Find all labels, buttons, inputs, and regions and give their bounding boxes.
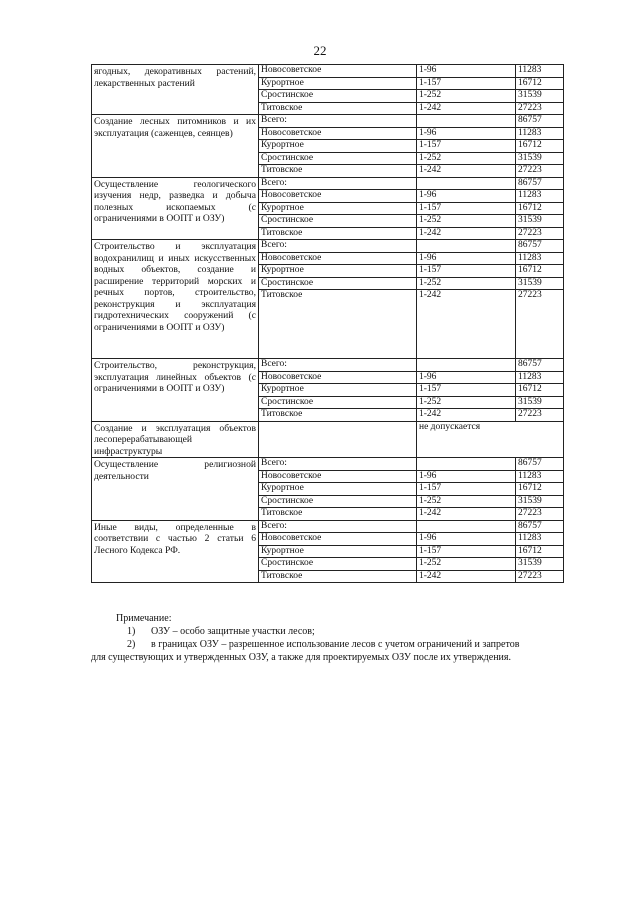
activity-cell: Иные виды, определенные в соответствии с частью 2 статьи 6 Лесного Кодекса РФ. (92, 520, 259, 583)
area-cell: 16712 (516, 483, 564, 496)
area-cell: 31539 (516, 90, 564, 103)
quarters-cell: 1-96 (417, 533, 516, 546)
forestry-cell: Новосоветское (259, 371, 417, 384)
area-cell: 27223 (516, 570, 564, 583)
forestry-cell: Сростинское (259, 152, 417, 165)
area-cell: 11283 (516, 533, 564, 546)
table-row-total (92, 115, 564, 128)
note-number: 1) (127, 626, 136, 637)
total-area-cell: 86757 (516, 520, 564, 533)
area-cell: 11283 (516, 470, 564, 483)
quarters-cell: 1-96 (417, 252, 516, 265)
forestry-cell: Титовское (259, 102, 417, 115)
quarters-cell: 1-96 (417, 470, 516, 483)
quarters-cell (417, 359, 516, 372)
quarters-cell (417, 115, 516, 128)
forestry-cell: Курортное (259, 545, 417, 558)
area-cell: 11283 (516, 65, 564, 78)
forestry-cell: Курортное (259, 483, 417, 496)
forest-use-table (91, 64, 564, 583)
area-cell: 31539 (516, 152, 564, 165)
activity-cell: Осуществление геологического изучения недр, разведка и добыча полезных ископаемых (с ограничениями в ООПТ и ОЗУ) (92, 177, 259, 240)
quarters-cell: 1-96 (417, 190, 516, 203)
total-label-cell: Всего: (259, 240, 417, 253)
total-label-cell: Всего: (259, 458, 417, 471)
table-row-total (92, 520, 564, 533)
quarters-cell: 1-252 (417, 396, 516, 409)
forestry-cell: Курортное (259, 202, 417, 215)
total-area-cell: 86757 (516, 115, 564, 128)
notes-title: Примечание: (116, 613, 172, 624)
quarters-cell: 1-96 (417, 65, 516, 78)
area-cell: 11283 (516, 252, 564, 265)
quarters-cell (417, 240, 516, 253)
forestry-cell: Новосоветское (259, 252, 417, 265)
forestry-cell: Сростинское (259, 396, 417, 409)
activity-cell: ягодных, декоративных растений, лекарственных растений (92, 65, 259, 115)
area-cell: 27223 (516, 102, 564, 115)
forestry-cell: Титовское (259, 570, 417, 583)
total-area-cell: 86757 (516, 240, 564, 253)
forestry-cell: Новосоветское (259, 190, 417, 203)
quarters-cell: 1-157 (417, 384, 516, 397)
forestry-cell: Курортное (259, 140, 417, 153)
total-label-cell: Всего: (259, 359, 417, 372)
area-cell: 11283 (516, 371, 564, 384)
quarters-cell: 1-252 (417, 495, 516, 508)
quarters-cell: 1-242 (417, 227, 516, 240)
forestry-cell: Титовское (259, 508, 417, 521)
forestry-cell (259, 421, 417, 458)
forestry-cell: Сростинское (259, 90, 417, 103)
area-cell: 16712 (516, 265, 564, 278)
quarters-cell: 1-242 (417, 165, 516, 178)
forestry-cell: Титовское (259, 227, 417, 240)
forestry-cell: Новосоветское (259, 65, 417, 78)
not-allowed-cell: не допускается (417, 421, 564, 458)
activity-cell: Осуществление религиозной деятельности (92, 458, 259, 521)
total-label-cell: Всего: (259, 177, 417, 190)
note-item-1 (91, 625, 563, 638)
quarters-cell: 1-242 (417, 102, 516, 115)
note-text: ОЗУ – особо защитные участки лесов; (151, 626, 315, 637)
activity-cell: Создание и эксплуатация объектов лесоперерабатывающей инфраструктуры (92, 421, 259, 458)
quarters-cell: 1-157 (417, 483, 516, 496)
area-cell: 31539 (516, 277, 564, 290)
forestry-cell: Новосоветское (259, 533, 417, 546)
quarters-cell: 1-242 (417, 290, 516, 359)
table-row (92, 421, 564, 458)
forestry-cell: Титовское (259, 290, 417, 359)
table-row-total (92, 240, 564, 253)
forestry-cell: Курортное (259, 77, 417, 90)
quarters-cell: 1-96 (417, 371, 516, 384)
forestry-cell: Титовское (259, 165, 417, 178)
area-cell: 16712 (516, 202, 564, 215)
quarters-cell: 1-252 (417, 90, 516, 103)
area-cell: 31539 (516, 558, 564, 571)
area-cell: 16712 (516, 545, 564, 558)
table-body (92, 65, 564, 583)
forestry-cell: Новосоветское (259, 470, 417, 483)
activity-cell: Строительство, реконструкция, эксплуатация линейных объектов (с ограничениями в ООПТ и ОЗУ) (92, 359, 259, 422)
quarters-cell: 1-242 (417, 409, 516, 422)
notes-section (91, 612, 563, 664)
area-cell: 27223 (516, 508, 564, 521)
area-cell: 27223 (516, 165, 564, 178)
area-cell: 27223 (516, 409, 564, 422)
total-label-cell: Всего: (259, 115, 417, 128)
quarters-cell: 1-157 (417, 265, 516, 278)
forestry-cell: Курортное (259, 265, 417, 278)
area-cell: 27223 (516, 290, 564, 359)
table-row-total (92, 177, 564, 190)
quarters-cell: 1-252 (417, 152, 516, 165)
note-text: в границах ОЗУ – разрешенное использование лесов с учетом ограничений и запретов (151, 639, 520, 650)
forestry-cell: Сростинское (259, 495, 417, 508)
quarters-cell: 1-242 (417, 570, 516, 583)
table-row (92, 65, 564, 78)
forestry-cell: Сростинское (259, 277, 417, 290)
table-row-total (92, 458, 564, 471)
area-cell: 16712 (516, 384, 564, 397)
forestry-cell: Новосоветское (259, 127, 417, 140)
quarters-cell: 1-96 (417, 127, 516, 140)
total-area-cell: 86757 (516, 458, 564, 471)
total-area-cell: 86757 (516, 359, 564, 372)
quarters-cell: 1-157 (417, 202, 516, 215)
total-area-cell: 86757 (516, 177, 564, 190)
forestry-cell: Курортное (259, 384, 417, 397)
quarters-cell: 1-242 (417, 508, 516, 521)
area-cell: 16712 (516, 77, 564, 90)
area-cell: 31539 (516, 215, 564, 228)
area-cell: 27223 (516, 227, 564, 240)
forestry-cell: Сростинское (259, 558, 417, 571)
quarters-cell: 1-157 (417, 140, 516, 153)
forestry-cell: Титовское (259, 409, 417, 422)
quarters-cell: 1-157 (417, 545, 516, 558)
total-label-cell: Всего: (259, 520, 417, 533)
quarters-cell: 1-157 (417, 77, 516, 90)
quarters-cell (417, 177, 516, 190)
quarters-cell: 1-252 (417, 558, 516, 571)
quarters-cell: 1-252 (417, 215, 516, 228)
quarters-cell (417, 458, 516, 471)
area-cell: 11283 (516, 127, 564, 140)
table-row-total (92, 359, 564, 372)
note-continuation: для существующих и утвержденных ОЗУ, а также для проектируемых ОЗУ после их утверждения. (91, 652, 511, 663)
area-cell: 11283 (516, 190, 564, 203)
quarters-cell: 1-252 (417, 277, 516, 290)
area-cell: 16712 (516, 140, 564, 153)
area-cell: 31539 (516, 396, 564, 409)
area-cell: 31539 (516, 495, 564, 508)
note-item-2 (91, 638, 563, 651)
activity-cell: Строительство и эксплуатация водохранилищ и иных искусственных водных объектов, создание и расширение территорий морских и речных портов, строительство, реконструкция и эксплуатация гидротехнических сооружений (с ограничениями в ООПТ и ОЗУ) (92, 240, 259, 359)
activity-cell: Создание лесных питомников и их эксплуатация (саженцев, сеянцев) (92, 115, 259, 178)
forestry-cell: Сростинское (259, 215, 417, 228)
page-number: 22 (313, 43, 327, 58)
note-number: 2) (127, 639, 136, 650)
quarters-cell (417, 520, 516, 533)
